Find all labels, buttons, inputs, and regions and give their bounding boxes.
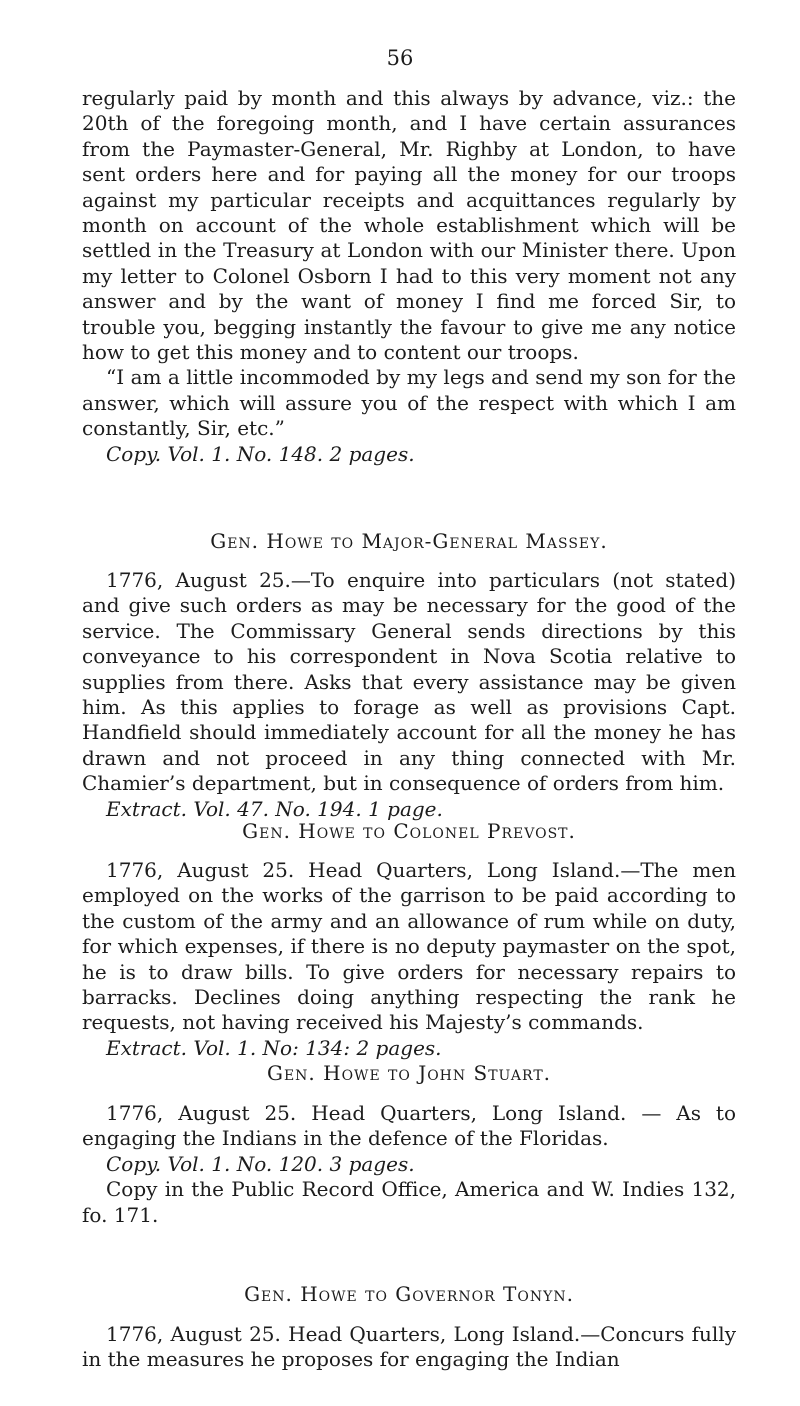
body-paragraph: “I am a little incommoded by my legs and send my son for the answer, which will assure you of the respect with which I am constantly, Sir, etc.” — [82, 365, 736, 441]
source-reference: Copy. Vol. 1. No. 148. 2 pages. — [106, 441, 415, 466]
section-heading: Gen. Howe to Colonel Prevost. — [242, 819, 576, 843]
source-reference: Copy. Vol. 1. No. 120. 3 pages. — [106, 1151, 415, 1176]
body-paragraph: 1776, August 25. Head Quarters, Long Island.—Concurs fully in the measures he proposes for engaging the Indian — [82, 1322, 736, 1372]
body-paragraph: 1776, August 25. Head Quarters, Long Island. — As to engaging the Indians in the defence of the Floridas. — [82, 1101, 736, 1151]
letter-tonyn — [82, 1322, 736, 1373]
letter-continuation — [82, 86, 736, 467]
body-paragraph: 1776, August 25.—To enquire into particulars (not stated) and give such orders as may be necessary for the good of the service. The Commissary General sends directions by this conveyance to his correspondent in Nova Scotia relative to supplies from there. Asks that every assistance may be given him. As this applies to forage as well as provisions Capt. Handfield should immediately account for all the money he has drawn and not proceed in any thing connected with Mr. Chamier’s department, but in consequence of orders from him. — [82, 568, 736, 796]
source-reference: Extract. Vol. 1. No: 134: 2 pages. — [106, 1035, 442, 1060]
body-paragraph: 1776, August 25. Head Quarters, Long Island.—The men employed on the works of the garrison to be paid according to the custom of the army and an allowance of rum while on duty, for which expenses, if there is no deputy paymaster on the spot, he is to draw bills. To give orders for necessary repairs to barracks. Declines doing anything respecting the rank he requests, not having received his Majesty’s commands. — [82, 858, 736, 1035]
letter-prevost — [82, 858, 736, 1061]
section-heading: Gen. Howe to Governor Tonyn. — [244, 1282, 574, 1306]
archive-note: Copy in the Public Record Office, America and W. Indies 132, fo. 171. — [82, 1177, 736, 1227]
source-reference: Extract. Vol. 47. No. 194. 1 page. — [106, 796, 443, 821]
letter-stuart — [82, 1101, 736, 1228]
page-number: 56 — [386, 46, 414, 70]
section-heading: Gen. Howe to Major-General Massey. — [210, 529, 608, 553]
letter-massey — [82, 568, 736, 822]
body-paragraph: regularly paid by month and this always by advance, viz.: the 20th of the foregoing month, and I have certain assurances from the Paymaster-General, Mr. Righby at London, to have sent orders here and for paying all the money for our troops against my particular receipts and acquittances regularly by month on account of the whole establishment which will be settled in the Treasury at London with our Minister there. Upon my letter to Colonel Osborn I had to this very moment not any answer and by the want of money I find me forced Sir, to trouble you, begging instantly the favour to give me any notice how to get this money and to content our troops. — [82, 86, 736, 365]
section-heading: Gen. Howe to John Stuart. — [266, 1061, 552, 1085]
